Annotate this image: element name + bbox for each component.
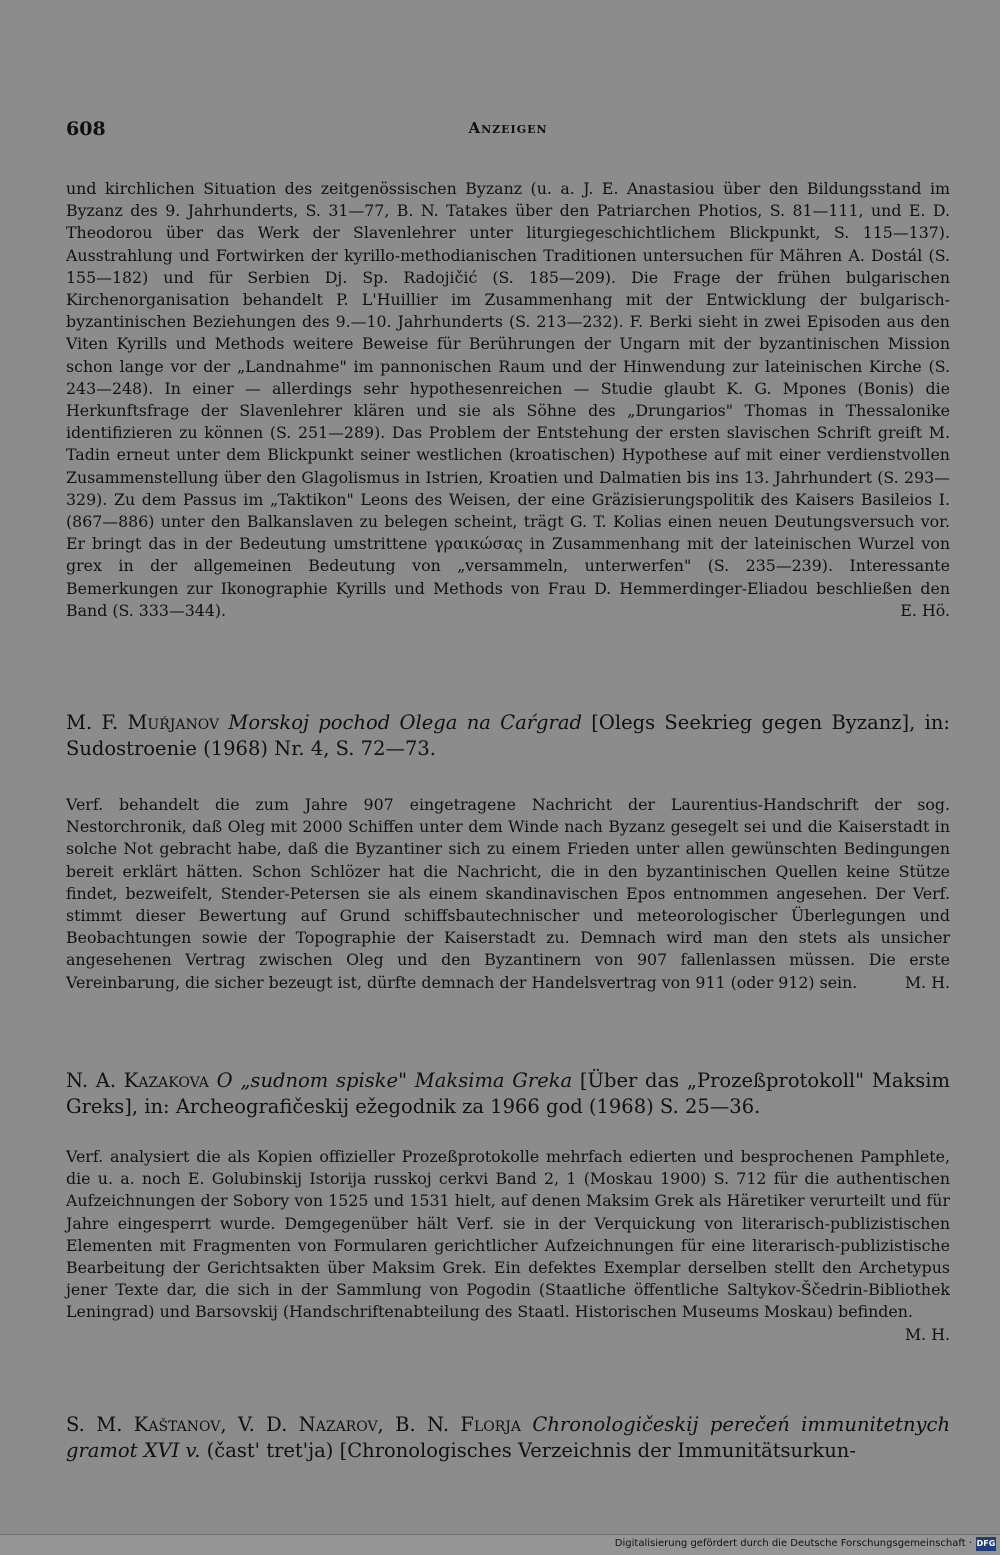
intro-paragraph-block xyxy=(66,178,950,622)
entry-signature: M. H. xyxy=(904,1324,950,1344)
intro-paragraph xyxy=(66,178,950,622)
footer-credit: Digitalisierung gefördert durch die Deutsche Forschungsgemeinschaft · xyxy=(614,1538,972,1549)
dfg-logo-icon: DFG xyxy=(976,1537,996,1551)
entry-paragraph xyxy=(66,794,950,994)
entry-paragraph xyxy=(66,1146,950,1344)
entry-author: S. M. Kaštanov, V. D. Nazarov, B. N. Florja xyxy=(66,1413,522,1436)
section-title: Anzeigen xyxy=(468,119,548,137)
entry-1-heading xyxy=(66,710,950,762)
entry-citation: (čast' tret'ja) [Chronologisches Verzeichnis der Immunitätsurkun- xyxy=(206,1439,856,1462)
entry-text: Verf. behandelt die zum Jahre 907 eingetragene Nachricht der Laurentius-Handschrift der sog. Nestorchronik, daß Oleg mit 2000 Schiffen unter dem Winde nach Byzanz gesegelt sei und die Kaiserstadt in solche Not gebracht habe, daß die Byzantiner sich zu einem Frieden unter allen gewünschten Bedingungen bereit erklärt hätten. Schon Schlözer hat die Nachricht, die in den byzantinischen Quellen keine Stütze findet, bezweifelt, Stender-Petersen sie als einem skandinavischen Epos entnommen angesehen. Der Verf. stimmt dieser Bewertung auf Grund schiffsbautechnischer und meteorologischer Überlegungen und Beobachtungen sowie der Topographie der Kaiserstadt zu. Demnach wird man den stets als unsicher angesehenen Vertrag zwischen Oleg und den Byzantinern von 907 fallenlassen müssen. Die erste Vereinbarung, die sicher bezeugt ist, dürfte demnach der Handelsvertrag von 911 (oder 912) sein. xyxy=(66,795,950,992)
entry-2-heading xyxy=(66,1068,950,1120)
entry-title: O „sudnom spiske" Maksima Greka xyxy=(216,1069,573,1092)
entry-signature: M. H. xyxy=(904,972,950,992)
entry-1-body xyxy=(66,794,950,994)
page-number: 608 xyxy=(66,118,106,140)
entry-heading xyxy=(66,710,950,762)
entry-heading xyxy=(66,1412,950,1464)
entry-2-body xyxy=(66,1146,950,1346)
entry-heading xyxy=(66,1068,950,1120)
intro-signature: E. Hö. xyxy=(900,600,950,620)
intro-text: und kirchlichen Situation des zeitgenössischen Byzanz (u. a. J. E. Anastasiou über den Bildungsstand im Byzanz des 9. Jahrhunderts, S. 31—77, B. N. Tatakes über den Patriarchen Photios, S. 81—111, und E. D. Theodorou über das Werk der Slavenlehrer unter liturgiegeschichtlichem Blickpunkt, S. 115—137). Ausstrahlung und Fortwirken der kyrillo-methodianischen Traditionen untersuchen für Mähren A. Dostál (S. 155—182) und für Serbien Dj. Sp. Radojičić (S. 185—209). Die Frage der frühen bulgarischen Kirchenorganisation behandelt P. L'Huillier im Zusammenhang mit der Entwicklung der bulgarisch-byzantinischen Beziehungen des 9.—10. Jahrhunderts (S. 213—232). F. Berki sieht in zwei Episoden aus den Viten Kyrills und Methods weitere Beweise für Berührungen der Ungarn mit der byzantinischen Mission schon lange vor der „Landnahme" im pannonischen Raum und der Hinwendung zur lateinischen Kirche (S. 243—248). In einer — allerdings sehr hypothesenreichen — Studie glaubt K. G. Mpones (Bonis) die Herkunftsfrage der Slavenlehrer klären und sie als Söhne des „Drungarios" Thomas in Thessalonike identifizieren zu können (S. 251—289). Das Problem der Entstehung der ersten slavischen Schrift greift M. Tadin erneut unter dem Blickpunkt seiner westlichen (kroatischen) Hypothese auf mit einer verdienstvollen Zusammenstellung über den Glagolismus in Istrien, Kroatien und Dalmatien bis ins 13. Jahrhundert (S. 293—329). Zu dem Passus im „Taktikon" Leons des Weisen, der eine Gräzisierungspolitik des Kaisers Basileios I. (867—886) unter den Balkanslaven zu belegen scheint, trägt G. T. Kolias einen neuen Deutungsversuch vor. Er bringt das in der Bedeutung umstrittene γραικώσας in Zusammenhang mit der lateinischen Wurzel von grex in der allgemeinen Bedeutung von „versammeln, unterwerfen" (S. 235—239). Interessante Bemerkungen zur Ikonographie Kyrills und Methods von Frau D. Hemmerdinger-Eliadou beschließen den Band (S. 333—344). xyxy=(66,179,950,620)
entry-text: Verf. analysiert die als Kopien offizieller Prozeßprotokolle mehrfach edierten und besprochenen Pamphlete, die u. a. noch E. Golubinskij Istorija russkoj cerkvi Band 2, 1 (Moskau 1900) S. 712 für die authentischen Aufzeichnungen der Sobory von 1525 und 1531 hielt, auf denen Maksim Grek als Häretiker verurteilt und für Jahre eingesperrt wurde. Demgegenüber hält Verf. sie in der Verquickung von literarisch-publizistischen Elementen mit Fragmenten von Formularen gerichtlicher Aufzeichnungen für eine literarisch-publizistische Bearbeitung der Gerichtsakten über Maksim Grek. Ein defektes Exemplar derselben stellt den Archetypus jener Texte dar, die sich in der Sammlung von Pogodin (Staatliche öffentliche Saltykov-Ščedrin-Bibliothek Leningrad) und Barsovskij (Handschriftenabteilung des Staatl. Historischen Museums Moskau) befinden. xyxy=(66,1147,950,1322)
digitization-footer xyxy=(0,1534,1000,1555)
running-head xyxy=(66,118,950,142)
entry-author: M. F. Muŕjanov xyxy=(66,711,220,734)
entry-title: Chronologičeskij perečeń immunitetnych gramot XVI v. xyxy=(66,1413,951,1462)
entry-citation: [Olegs Seekrieg gegen Byzanz], in: Sudostroenie (1968) Nr. 4, S. 72—73. xyxy=(66,711,950,760)
entry-title: Morskoj pochod Olega na Caŕgrad xyxy=(228,711,582,734)
entry-citation: [Über das „Prozeßprotokoll" Maksim Greks], in: Archeografičeskij ežegodnik za 1966 god (1968) S. 25—36. xyxy=(66,1069,951,1118)
entry-author: N. A. Kazakova xyxy=(66,1069,209,1092)
entry-3-heading xyxy=(66,1412,950,1464)
